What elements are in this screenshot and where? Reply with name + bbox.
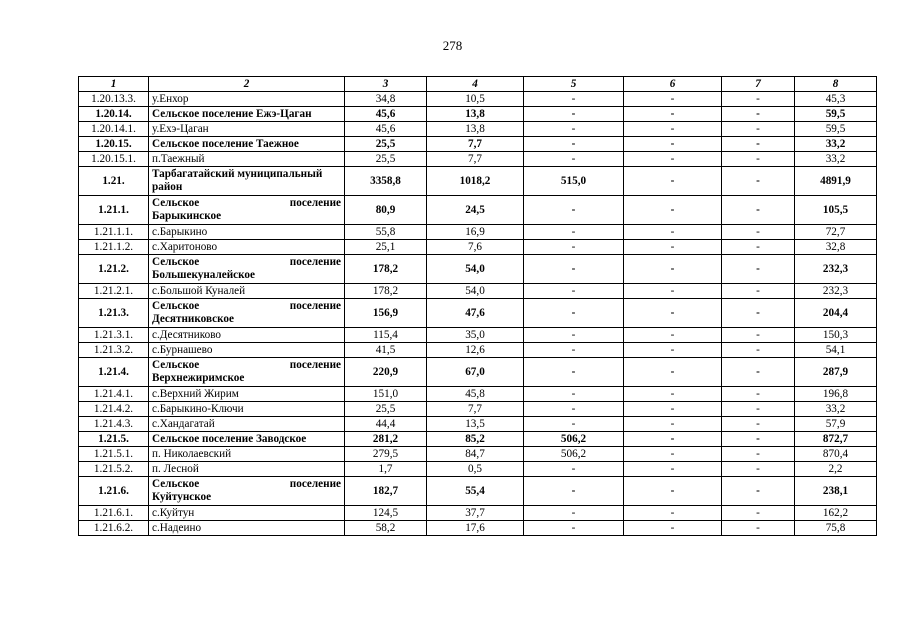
row-value: - xyxy=(524,107,624,122)
row-code: 1.20.13.3. xyxy=(79,92,149,107)
row-value: 7,7 xyxy=(427,152,524,167)
table-row xyxy=(79,387,877,402)
row-value: 41,5 xyxy=(345,343,427,358)
table-header-row xyxy=(79,77,877,92)
table-row xyxy=(79,343,877,358)
row-name: с.Куйтун xyxy=(149,506,345,521)
row-code: 1.21.6.1. xyxy=(79,506,149,521)
row-code: 1.20.14.1. xyxy=(79,122,149,137)
row-value: 870,4 xyxy=(795,447,877,462)
row-value: 25,1 xyxy=(345,240,427,255)
row-code: 1.21.4.1. xyxy=(79,387,149,402)
row-value: - xyxy=(624,506,722,521)
row-value: 178,2 xyxy=(345,255,427,284)
row-value: - xyxy=(624,358,722,387)
row-value: - xyxy=(624,328,722,343)
row-value: - xyxy=(524,255,624,284)
row-name: с.Хандагатай xyxy=(149,417,345,432)
row-value: 115,4 xyxy=(345,328,427,343)
row-value: - xyxy=(722,387,795,402)
row-code: 1.21.4.3. xyxy=(79,417,149,432)
row-value: - xyxy=(722,107,795,122)
row-value: - xyxy=(722,255,795,284)
row-code: 1.21.1.1. xyxy=(79,225,149,240)
row-value: - xyxy=(624,284,722,299)
row-value: 59,5 xyxy=(795,107,877,122)
row-value: - xyxy=(722,152,795,167)
row-value: - xyxy=(722,506,795,521)
table-row xyxy=(79,506,877,521)
row-value: - xyxy=(524,122,624,137)
row-code: 1.21.1. xyxy=(79,196,149,225)
row-code: 1.20.15. xyxy=(79,137,149,152)
row-value: 162,2 xyxy=(795,506,877,521)
row-value: - xyxy=(624,107,722,122)
row-value: 515,0 xyxy=(524,167,624,196)
row-value: 35,0 xyxy=(427,328,524,343)
row-code: 1.21.5.2. xyxy=(79,462,149,477)
table-row xyxy=(79,152,877,167)
row-name: у.Ехэ-Цаган xyxy=(149,122,345,137)
row-value: 47,6 xyxy=(427,299,524,328)
table-row xyxy=(79,477,877,506)
row-code: 1.21.6.2. xyxy=(79,521,149,536)
row-value: - xyxy=(524,152,624,167)
row-value: - xyxy=(624,240,722,255)
row-name: с.Верхний Жирим xyxy=(149,387,345,402)
table-row xyxy=(79,358,877,387)
row-value: - xyxy=(722,417,795,432)
row-value: - xyxy=(524,225,624,240)
row-value: - xyxy=(722,358,795,387)
row-name-part: поселение xyxy=(289,477,341,490)
row-name: у.Енхор xyxy=(149,92,345,107)
row-value: 16,9 xyxy=(427,225,524,240)
table-row xyxy=(79,432,877,447)
row-value: 506,2 xyxy=(524,447,624,462)
row-value: 54,1 xyxy=(795,343,877,358)
row-code: 1.21.5. xyxy=(79,432,149,447)
table-row xyxy=(79,447,877,462)
row-value: 281,2 xyxy=(345,432,427,447)
row-value: 7,7 xyxy=(427,137,524,152)
table-body xyxy=(79,77,877,536)
row-value: 178,2 xyxy=(345,284,427,299)
row-value: 24,5 xyxy=(427,196,524,225)
row-name xyxy=(149,255,345,284)
row-value: 85,2 xyxy=(427,432,524,447)
header-cell: 1 xyxy=(79,77,149,92)
row-value: 17,6 xyxy=(427,521,524,536)
row-value: - xyxy=(624,92,722,107)
row-value: 33,2 xyxy=(795,137,877,152)
row-name-part: Сельское xyxy=(152,358,200,371)
row-value: - xyxy=(722,328,795,343)
row-name-part: Сельское xyxy=(152,299,200,312)
row-value: 2,2 xyxy=(795,462,877,477)
row-value: 232,3 xyxy=(795,255,877,284)
row-name-part: поселение xyxy=(289,299,341,312)
row-value: 0,5 xyxy=(427,462,524,477)
row-value: - xyxy=(722,402,795,417)
row-value: - xyxy=(722,92,795,107)
row-value: - xyxy=(524,358,624,387)
row-value: 58,2 xyxy=(345,521,427,536)
row-value: - xyxy=(722,462,795,477)
row-code: 1.21.3.2. xyxy=(79,343,149,358)
row-value: - xyxy=(722,240,795,255)
row-value: 1,7 xyxy=(345,462,427,477)
row-value: - xyxy=(624,255,722,284)
header-cell: 7 xyxy=(722,77,795,92)
row-value: 33,2 xyxy=(795,402,877,417)
row-value: 55,8 xyxy=(345,225,427,240)
header-cell: 6 xyxy=(624,77,722,92)
header-cell: 3 xyxy=(345,77,427,92)
row-value: - xyxy=(722,284,795,299)
row-value: 45,3 xyxy=(795,92,877,107)
row-value: - xyxy=(524,137,624,152)
row-name-part: поселение xyxy=(289,196,341,209)
row-value: - xyxy=(524,387,624,402)
row-value: 54,0 xyxy=(427,284,524,299)
row-value: - xyxy=(624,225,722,240)
row-name-part: Верхнежиримское xyxy=(152,372,245,384)
header-cell: 8 xyxy=(795,77,877,92)
row-value: 156,9 xyxy=(345,299,427,328)
row-value: - xyxy=(624,343,722,358)
row-value: 37,7 xyxy=(427,506,524,521)
row-value: - xyxy=(524,196,624,225)
row-value: - xyxy=(624,152,722,167)
row-value: 279,5 xyxy=(345,447,427,462)
row-value: - xyxy=(524,284,624,299)
row-value: 204,4 xyxy=(795,299,877,328)
row-value: - xyxy=(624,167,722,196)
row-value: 196,8 xyxy=(795,387,877,402)
table-row xyxy=(79,107,877,122)
row-value: - xyxy=(524,343,624,358)
row-name-part: Сельское xyxy=(152,255,200,268)
row-value: 44,4 xyxy=(345,417,427,432)
header-cell: 4 xyxy=(427,77,524,92)
row-name-part: Куйтунское xyxy=(152,491,212,503)
row-value: - xyxy=(624,299,722,328)
row-value: 872,7 xyxy=(795,432,877,447)
row-value: 32,8 xyxy=(795,240,877,255)
row-name-part: поселение xyxy=(289,358,341,371)
table-row xyxy=(79,225,877,240)
row-value: 1018,2 xyxy=(427,167,524,196)
row-value: 59,5 xyxy=(795,122,877,137)
table-row xyxy=(79,284,877,299)
row-value: 45,6 xyxy=(345,107,427,122)
row-name-part: Сельское xyxy=(152,196,200,209)
row-name: с.Барыкино-Ключи xyxy=(149,402,345,417)
table-row xyxy=(79,122,877,137)
row-value: 55,4 xyxy=(427,477,524,506)
row-value: 25,5 xyxy=(345,137,427,152)
row-code: 1.21.5.1. xyxy=(79,447,149,462)
row-value: - xyxy=(722,343,795,358)
row-value: - xyxy=(624,122,722,137)
row-value: - xyxy=(624,417,722,432)
row-value: - xyxy=(722,299,795,328)
table-row xyxy=(79,196,877,225)
row-value: 150,3 xyxy=(795,328,877,343)
header-cell: 2 xyxy=(149,77,345,92)
row-value: 13,5 xyxy=(427,417,524,432)
row-value: - xyxy=(722,225,795,240)
row-name: п. Николаевский xyxy=(149,447,345,462)
row-value: 7,6 xyxy=(427,240,524,255)
row-value: - xyxy=(722,167,795,196)
row-value: 287,9 xyxy=(795,358,877,387)
row-code: 1.20.14. xyxy=(79,107,149,122)
row-value: 33,2 xyxy=(795,152,877,167)
row-value: - xyxy=(524,328,624,343)
row-value: - xyxy=(624,402,722,417)
row-value: - xyxy=(722,137,795,152)
row-value: 80,9 xyxy=(345,196,427,225)
table-row xyxy=(79,328,877,343)
table-row xyxy=(79,255,877,284)
row-value: 84,7 xyxy=(427,447,524,462)
row-code: 1.21. xyxy=(79,167,149,196)
row-name-part: поселение xyxy=(289,255,341,268)
row-value: 25,5 xyxy=(345,402,427,417)
page-number: 278 xyxy=(442,38,463,53)
row-value: 54,0 xyxy=(427,255,524,284)
row-value: 7,7 xyxy=(427,402,524,417)
row-code: 1.21.1.2. xyxy=(79,240,149,255)
row-name: с.Десятниково xyxy=(149,328,345,343)
row-value: 220,9 xyxy=(345,358,427,387)
row-value: 34,8 xyxy=(345,92,427,107)
row-code: 1.20.15.1. xyxy=(79,152,149,167)
table-row xyxy=(79,167,877,196)
row-name-part: Десятниковское xyxy=(152,313,234,325)
table-row xyxy=(79,521,877,536)
row-name xyxy=(149,196,345,225)
row-name: Тарбагатайский муниципальный район xyxy=(149,167,345,196)
row-value: - xyxy=(722,521,795,536)
row-value: 151,0 xyxy=(345,387,427,402)
row-value: - xyxy=(524,462,624,477)
row-value: - xyxy=(624,196,722,225)
row-code: 1.21.3. xyxy=(79,299,149,328)
row-value: 232,3 xyxy=(795,284,877,299)
row-value: - xyxy=(624,447,722,462)
row-value: 67,0 xyxy=(427,358,524,387)
row-name: с.Бурнашево xyxy=(149,343,345,358)
row-code: 1.21.4.2. xyxy=(79,402,149,417)
row-value: 124,5 xyxy=(345,506,427,521)
row-value: 72,7 xyxy=(795,225,877,240)
row-value: 10,5 xyxy=(427,92,524,107)
row-value: - xyxy=(722,447,795,462)
row-value: 13,8 xyxy=(427,107,524,122)
row-name: с.Барыкино xyxy=(149,225,345,240)
row-value: - xyxy=(624,477,722,506)
row-name: с.Надеино xyxy=(149,521,345,536)
row-name-part: Барыкинское xyxy=(152,210,222,222)
table-row xyxy=(79,137,877,152)
row-value: - xyxy=(624,387,722,402)
row-code: 1.21.2. xyxy=(79,255,149,284)
row-name: Сельское поселение Ежэ-Цаган xyxy=(149,107,345,122)
row-value: - xyxy=(722,196,795,225)
row-value: 182,7 xyxy=(345,477,427,506)
table-row xyxy=(79,402,877,417)
row-value: - xyxy=(624,521,722,536)
row-name xyxy=(149,477,345,506)
row-value: 12,6 xyxy=(427,343,524,358)
row-name: Сельское поселение Таежное xyxy=(149,137,345,152)
row-name: Сельское поселение Заводское xyxy=(149,432,345,447)
data-table xyxy=(78,76,877,536)
header-cell: 5 xyxy=(524,77,624,92)
row-value: - xyxy=(524,506,624,521)
row-value: - xyxy=(524,240,624,255)
row-name: п. Лесной xyxy=(149,462,345,477)
row-name: с.Харитоново xyxy=(149,240,345,255)
row-value: 506,2 xyxy=(524,432,624,447)
row-value: 57,9 xyxy=(795,417,877,432)
row-name-part: Сельское xyxy=(152,477,200,490)
row-code: 1.21.6. xyxy=(79,477,149,506)
row-value: - xyxy=(624,432,722,447)
row-name xyxy=(149,358,345,387)
row-value: 45,8 xyxy=(427,387,524,402)
row-value: - xyxy=(722,122,795,137)
row-value: - xyxy=(624,137,722,152)
row-code: 1.21.2.1. xyxy=(79,284,149,299)
row-value: 4891,9 xyxy=(795,167,877,196)
row-value: 45,6 xyxy=(345,122,427,137)
table-row xyxy=(79,299,877,328)
row-value: 3358,8 xyxy=(345,167,427,196)
row-value: - xyxy=(624,462,722,477)
row-code: 1.21.3.1. xyxy=(79,328,149,343)
table-row xyxy=(79,92,877,107)
table-row xyxy=(79,240,877,255)
row-value: - xyxy=(722,477,795,506)
row-value: - xyxy=(524,521,624,536)
row-value: 25,5 xyxy=(345,152,427,167)
row-name-part: Большекуналейское xyxy=(152,269,255,281)
table-row xyxy=(79,417,877,432)
row-value: - xyxy=(524,299,624,328)
row-name xyxy=(149,299,345,328)
row-value: - xyxy=(524,402,624,417)
row-value: 13,8 xyxy=(427,122,524,137)
row-value: 75,8 xyxy=(795,521,877,536)
row-value: - xyxy=(524,92,624,107)
row-value: - xyxy=(524,477,624,506)
row-name: п.Таежный xyxy=(149,152,345,167)
row-value: - xyxy=(722,432,795,447)
row-code: 1.21.4. xyxy=(79,358,149,387)
table-row xyxy=(79,462,877,477)
row-value: 105,5 xyxy=(795,196,877,225)
row-value: - xyxy=(524,417,624,432)
row-name: с.Большой Куналей xyxy=(149,284,345,299)
row-value: 238,1 xyxy=(795,477,877,506)
